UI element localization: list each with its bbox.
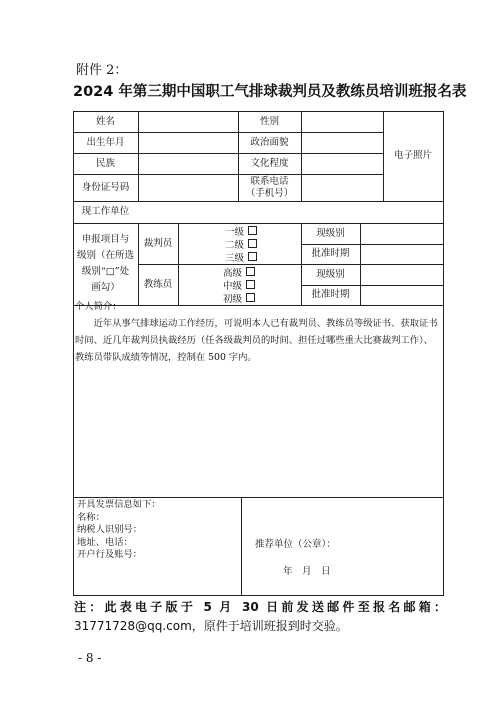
referee-label: 裁判员 [143, 237, 173, 249]
invoice-line-tax-id: 纳税人识别号： [77, 524, 143, 535]
id-number-label: 身份证号码 [81, 181, 130, 193]
apply-label: 申报项目与 级别（在所选 级别“□”处 画勾） [76, 234, 134, 293]
checkbox-icon[interactable] [248, 226, 257, 235]
invoice-info [77, 499, 237, 562]
date-line: 年 月 日 [283, 566, 331, 578]
document-title: 2024 年第三期中国职工气排球裁判员及教练员培训班报名表 [73, 84, 467, 100]
contact-label: 联系电话 （手机号） [245, 175, 294, 199]
referee-current-level-label: 现级别 [316, 227, 345, 239]
annex-label: 附件 2： [76, 63, 128, 78]
political-label: 政治面貌 [250, 136, 289, 148]
recommend-unit-label: 推荐单位（公章）： [255, 539, 336, 551]
invoice-line-address: 地址、电话： [77, 536, 133, 548]
referee-approval-time-label: 批准时期 [311, 248, 350, 260]
note-line-1: 注：此表电子版于 5 月 30 日前发送邮件至报名邮箱： [74, 600, 446, 614]
coach-level-senior[interactable]: 高级 [223, 265, 255, 278]
education-label: 文化程度 [250, 157, 289, 169]
name-label: 姓名 [95, 115, 115, 127]
invoice-line-bank: 开户行及账号： [77, 549, 143, 560]
coach-label: 教练员 [143, 278, 173, 290]
photo-label: 电子照片 [393, 150, 432, 162]
referee-level-1[interactable]: 一级 [225, 224, 257, 237]
gender-label: 性别 [259, 115, 279, 127]
referee-level-2[interactable]: 二级 [225, 237, 257, 250]
ethnic-label: 民族 [95, 157, 115, 169]
checkbox-icon[interactable] [246, 280, 255, 289]
intro-text: 近年从事气排球运动工作经历，可说明本人已有裁判员、教练员等级证书、获取证书时间、近几年裁判员执裁经历（任各级裁判员的时间、担任过哪些重大比赛裁判工作）、教练员带队成绩等情况，控制在 500 字内。 [75, 318, 438, 363]
referee-level-3[interactable]: 三级 [225, 250, 257, 263]
checkbox-icon[interactable] [248, 252, 257, 261]
coach-level-junior[interactable]: 初级 [223, 291, 255, 304]
coach-current-level-label: 现级别 [316, 268, 345, 280]
birth-label: 出生年月 [86, 136, 125, 148]
personal-intro [75, 298, 441, 366]
note-line-2: 31771728@qq.com，原件于培训班报到时交验。 [74, 619, 348, 633]
invoice-line-heading: 开具发票信息如下： [77, 499, 161, 510]
registration-form-table [73, 111, 444, 596]
checkbox-icon[interactable] [248, 239, 257, 248]
coach-level-middle[interactable]: 中级 [223, 278, 255, 291]
invoice-line-name: 名称： [77, 511, 105, 523]
coach-approval-time-label: 批准时期 [311, 289, 350, 301]
work-unit-label: 现工作单位 [81, 206, 130, 218]
page-number: - 8 - [78, 651, 102, 665]
intro-title: 个人简介： [75, 301, 122, 312]
checkbox-icon[interactable] [246, 267, 255, 276]
